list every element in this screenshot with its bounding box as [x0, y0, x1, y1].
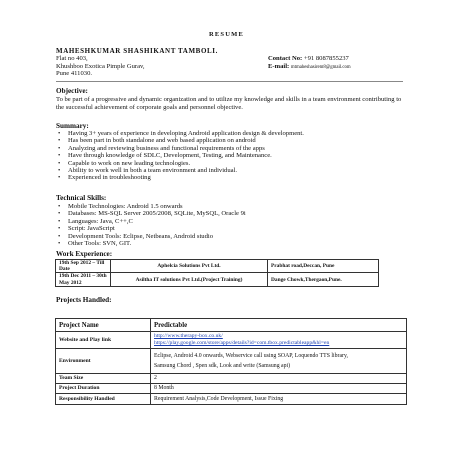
environment-cell — [151, 349, 407, 374]
list-item: • Languages: Java, C++,C — [56, 218, 396, 225]
list-item: • Script: JavaScript — [56, 225, 396, 232]
website-link[interactable]: http://www.therapy-box.co.uk/ — [154, 333, 223, 339]
team-size-value: 2 — [151, 374, 407, 384]
row-label: Project Duration — [56, 384, 151, 394]
email-address: mtmaheshasirem8@gmail.com — [290, 64, 351, 70]
list-item: • Experienced in troubleshooting — [56, 174, 318, 181]
address-line-3: Pune 411030. — [56, 70, 93, 78]
projects-heading: Projects Handled: — [56, 296, 112, 304]
row-label: Responsibility Handled — [56, 394, 151, 405]
projects-table — [55, 318, 407, 405]
table-row — [56, 384, 407, 394]
row-label: Website and Play link — [56, 332, 151, 349]
project-name-label: Project Name — [56, 319, 151, 332]
work-period: 19th Sep 2012 – Till Date — [56, 260, 111, 273]
header-divider — [56, 81, 403, 82]
work-company: Aphelcia Solutions Pvt Ltd. — [111, 260, 268, 273]
table-row — [56, 394, 407, 405]
responsibility-value: Requirement Analysis,Code Development, Issue Fixing — [151, 394, 407, 405]
table-row — [56, 374, 407, 384]
table-row — [56, 319, 407, 332]
list-item: • Databases: MS-SQL Server 2005/2008, SQLite, MySQL, Oracle 9i — [56, 210, 396, 217]
address-line-2: Khushboo Exotica Pimple Gurav, — [56, 62, 145, 70]
list-item: • Ability to work well in both a team environment and individual. — [56, 167, 318, 174]
summary-list — [56, 130, 318, 182]
play-store-link[interactable]: https://play.google.com/store/apps/details?id=com.tbox.predictableapp&hl=en — [154, 340, 330, 346]
table-row — [56, 332, 407, 349]
duration-value: 8 Month — [151, 384, 407, 394]
work-experience-table — [55, 259, 379, 287]
list-item: • Having 3+ years of experience in developing Android application design & development. — [56, 130, 318, 137]
list-item: • Analyzing and reviewing business and functional requirements of the apps — [56, 145, 318, 152]
list-item: • Have through knowledge of SDLC, Development, Testing, and Maintenance. — [56, 152, 318, 159]
work-company: Asiltha IT solutions Pvt Ltd.(Project Training) — [111, 273, 268, 286]
work-location: Prabhat road,Deccan, Pune — [268, 260, 379, 273]
list-item: • Other Tools: SVN, GIT. — [56, 240, 396, 247]
work-experience-heading: Work Experience: — [56, 250, 113, 258]
environment-line: Samsung Chord , Spen sdk, Look and write (Samsung api) — [154, 362, 291, 369]
candidate-name: MAHESHKUMAR SHASHIKANT TAMBOLI. — [56, 47, 218, 55]
environment-line: Eclipse, Android 4.0 onwards, Webservice call using SOAP, Loquendo TTS library, — [154, 352, 348, 359]
email-label: E-mail: — [268, 62, 290, 70]
list-item: • Mobile Technologies: Android 1.5 onwards — [56, 203, 396, 210]
work-period: 19th Dec 2011 – 30th May 2012 — [56, 273, 111, 286]
links-cell — [151, 332, 407, 349]
objective-text: To be part of a progressive and dynamic organization and to utilize my knowledge and skills in a team environment contributing to the successful achievement of corporate goals and personnel objective. — [56, 96, 402, 111]
row-label: Environment — [56, 349, 151, 374]
summary-heading: Summary: — [56, 122, 89, 130]
resume-heading: RESUME — [208, 31, 244, 38]
technical-skills-list — [56, 203, 396, 247]
contact-block — [268, 55, 351, 71]
table-row — [56, 260, 379, 273]
address-line-1: Flat no 403, — [56, 55, 88, 62]
list-item: • Development Tools: Eclipse, Netbeans, Android studio — [56, 233, 396, 240]
project-name-value: Predictable — [151, 319, 407, 332]
list-item: • Has been part in both standalone and web based application on android — [56, 137, 318, 144]
technical-skills-heading: Technical Skills: — [56, 194, 107, 202]
phone-label: Contact No: — [268, 55, 303, 62]
row-label: Team Size — [56, 374, 151, 384]
phone-row — [268, 55, 351, 63]
work-location: Dange Chowk,Thergaon,Pune. — [268, 273, 379, 286]
phone-number: +91 8087855237 — [303, 55, 349, 62]
email-row — [268, 63, 351, 72]
table-row — [56, 349, 407, 374]
objective-heading: Objective: — [56, 87, 88, 95]
list-item: • Capable to work on new leading technologies. — [56, 160, 318, 167]
table-row — [56, 273, 379, 286]
